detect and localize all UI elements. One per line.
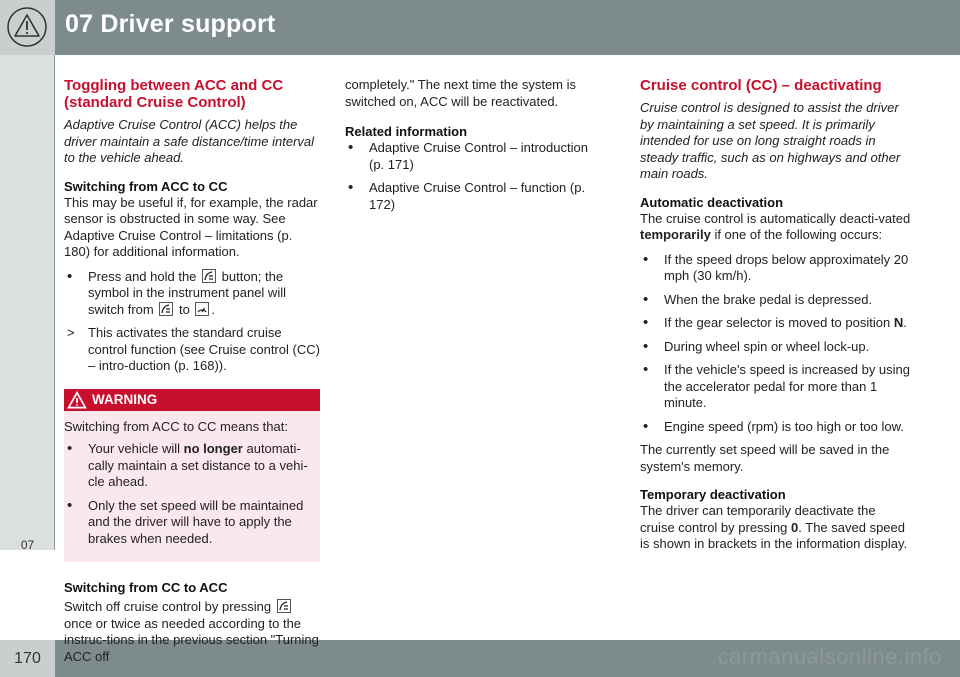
acc-cruise-icon [159, 302, 173, 316]
warning-label: WARNING [92, 391, 158, 407]
related-link[interactable]: • Adaptive Cruise Control – introduction (p. 171) [345, 140, 603, 173]
chapter-header [0, 0, 960, 55]
section-title-toggling: Toggling between ACC and CC (standard Cruise Control) [64, 77, 284, 111]
acc-cruise-icon [202, 269, 216, 283]
side-chapter-number: 07 [20, 538, 35, 552]
memory-note: The currently set speed will be saved in the system's memory. [640, 442, 890, 474]
acc-cruise-icon [277, 599, 291, 613]
body-acc-to-cc: This may be useful if, for example, the radar sensor is obstructed in some way. See Adaptive Cruise Control – limitations (p. 180) for additional information. [64, 194, 318, 259]
section-intro-toggling: Adaptive Cruise Control (ACC) helps the driver maintain a safe distance/time interval to the vehicle ahead. [64, 117, 315, 165]
watermark: carmanualsonline.info [717, 644, 942, 669]
cruise-control-icon [195, 302, 209, 316]
body-auto-deactivation: The cruise control is automatically deacti-vated temporarily if one of the following occurs: [640, 210, 911, 242]
heading-related: Related information [345, 124, 468, 139]
section-title-cc-deactivating: Cruise control (CC) – deactivating [640, 77, 882, 94]
list-item: • During wheel spin or wheel lock-up. [640, 339, 912, 356]
warning-triangle-icon [67, 391, 87, 409]
body-cc-to-acc: Switch off cruise control by pressing once or twice as needed according to the instruc-tions in the previous section "Turning ACC off [64, 599, 319, 664]
heading-auto-deactivation: Automatic deactivation [640, 194, 784, 210]
acc-to-cc-steps [64, 269, 320, 319]
list-item: • Engine speed (rpm) is too high or too low. [640, 419, 912, 436]
column-2 [345, 77, 603, 220]
continued-text: completely." The next time the system is switched on, ACC will be reactivated. [345, 77, 576, 109]
heading-cc-to-acc: Switching from CC to ACC [64, 580, 228, 595]
list-item: • If the speed drops below approximately 20 mph (30 km/h). [640, 252, 912, 285]
header-warning-badge [0, 0, 55, 55]
warning-list [64, 441, 314, 547]
list-item: • When the brake pedal is depressed. [640, 292, 912, 309]
result-item: > This activates the standard cruise control function (see Cruise control (CC) – intro-duction (p. 168)). [67, 325, 320, 373]
list-item: • If the gear selector is moved to position N. [640, 315, 912, 332]
warning-intro: Switching from ACC to CC means that: [64, 418, 288, 434]
related-list [345, 140, 603, 213]
warning-triangle-icon [6, 6, 48, 48]
page-number: 170 [0, 640, 55, 677]
chapter-side-tab [0, 55, 55, 550]
related-link[interactable]: • Adaptive Cruise Control – function (p. 172) [345, 180, 603, 213]
heading-acc-to-cc: Switching from ACC to CC [64, 178, 228, 194]
section-intro-cc: Cruise control is designed to assist the driver by maintaining a set speed. It is primarily intended for use on long straight roads in steady traffic, such as on highways and other main roads. [640, 100, 901, 181]
result-mark: > [67, 325, 75, 340]
list-item: • Press and hold the button; the symbol in the instrument panel will switch from to . [64, 269, 320, 319]
list-item: • Only the set speed will be maintained and the driver will have to apply the brakes when needed. [64, 498, 314, 548]
column-1 [64, 77, 320, 673]
chapter-title: 07 Driver support [65, 10, 276, 38]
heading-temp-deactivation: Temporary deactivation [640, 487, 786, 502]
column-3 [640, 77, 912, 561]
warning-box [64, 389, 320, 563]
auto-deactivation-list [640, 252, 912, 436]
list-item: • Your vehicle will no longer automati-cally maintain a set distance to a vehi-cle ahead. [64, 441, 314, 491]
list-item: • If the vehicle's speed is increased by using the accelerator pedal for more than 1 minute. [640, 362, 912, 412]
body-temp-deactivation: The driver can temporarily deactivate the cruise control by pressing 0. The saved speed is shown in brackets in the information display. [640, 503, 908, 551]
warning-header [64, 389, 320, 411]
